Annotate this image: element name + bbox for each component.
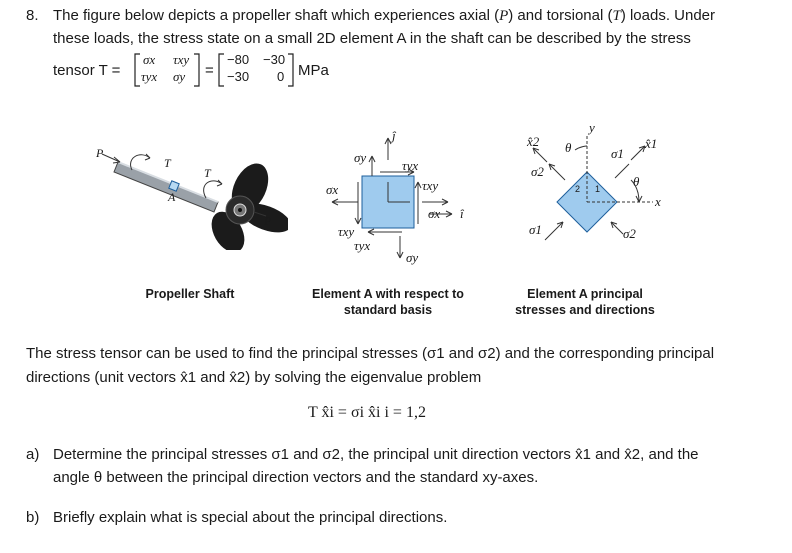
problem-intro-line1 — [53, 5, 715, 27]
intro-T: T — [612, 8, 621, 24]
body-paragraph-line1: The stress tensor can be used to find the principal stresses (σ1 and σ2) and the corresponding principal — [26, 345, 715, 362]
label-T-right: T — [204, 166, 211, 180]
label-i-hat: î — [460, 206, 464, 221]
label-tau-yx-bottom: τyx — [354, 238, 371, 253]
propeller-shaft-figure — [88, 140, 288, 250]
propeller-shaft-drawing — [88, 140, 288, 250]
intro-text-b: ) and torsional ( — [508, 7, 613, 24]
problem-number: 8. — [26, 7, 39, 24]
label-index-2: 2 — [575, 184, 581, 194]
caption-element-principal-line2: stresses and directions — [515, 303, 655, 317]
caption-element-principal — [500, 286, 670, 318]
tensor-sym-11: σx — [143, 52, 156, 67]
label-P-left: P — [96, 146, 104, 160]
label-A: A — [168, 190, 176, 204]
bracket-left-icon — [133, 53, 141, 87]
body-paragraph-line2: directions (unit vectors x̂1 and x̂2) by solving the eigenvalue problem — [26, 369, 482, 386]
label-sigma-y-top: σy — [354, 150, 367, 165]
bracket-left-icon — [217, 53, 225, 87]
tensor-num-12: −30 — [263, 52, 286, 67]
tensor-sym-12: τxy — [173, 52, 190, 67]
tensor-units: MPa — [298, 62, 329, 79]
label-tau-xy-right: τxy — [422, 178, 439, 193]
label-tau-xy-left: τxy — [338, 224, 355, 239]
caption-element-standard-line2: standard basis — [343, 303, 433, 317]
label-index-1: 1 — [595, 184, 601, 194]
caption-element-standard — [297, 286, 479, 318]
label-T-left: T — [164, 156, 171, 170]
label-P-right: P — [264, 214, 272, 228]
tensor-sym-21: τyx — [141, 69, 158, 84]
intro-text-c: ) loads. Under — [620, 7, 716, 24]
part-a-line1: Determine the principal stresses σ1 and σ2, the principal unit direction vectors x̂1 and x̂2, and the — [53, 446, 699, 463]
tensor-num-22: 0 — [277, 69, 285, 84]
tensor-num-21: −30 — [227, 69, 250, 84]
label-sigma1-top: σ1 — [611, 146, 624, 161]
label-sigma1-bottom: σ1 — [529, 222, 542, 237]
label-sigma-x-left: σx — [326, 182, 339, 197]
equals-sign: = — [205, 62, 214, 79]
label-theta-right: θ — [633, 174, 640, 189]
label-sigma2-bottom: σ2 — [623, 226, 636, 241]
tensor-num-11: −80 — [227, 52, 250, 67]
tensor-equation — [133, 50, 323, 90]
label-theta-top: θ — [565, 140, 572, 155]
label-sigma2-top: σ2 — [531, 164, 544, 179]
problem-intro-line2: these loads, the stress state on a small 2D element A in the shaft can be described by the stress — [53, 30, 691, 47]
label-j-hat: ĵ — [392, 128, 396, 143]
element-standard-figure — [310, 120, 480, 270]
tensor-sym-22: σy — [173, 69, 186, 84]
intro-text-a: The figure below depicts a propeller shaft which experiences axial ( — [53, 7, 500, 24]
part-a-line2: angle θ between the principal direction vectors and the standard xy-axes. — [53, 469, 539, 486]
caption-element-standard-line1: Element A with respect to — [312, 287, 464, 301]
eigenvalue-equation: T x̂i = σi x̂i i = 1,2 — [308, 404, 426, 421]
caption-element-principal-line1: Element A principal — [527, 287, 643, 301]
element-principal-figure — [505, 118, 675, 273]
label-x1-hat: x̂1 — [645, 136, 658, 151]
part-b-line1: Briefly explain what is special about the principal directions. — [53, 509, 448, 526]
label-y-axis: y — [589, 120, 595, 135]
bracket-right-icon — [193, 53, 201, 87]
bracket-right-icon — [287, 53, 295, 87]
label-sigma-x-right: σx — [428, 206, 441, 221]
label-tau-yx-top: τyx — [402, 158, 419, 173]
part-b-label: b) — [26, 509, 40, 526]
label-x-axis: x — [655, 194, 661, 209]
intro-P: P — [499, 8, 509, 24]
part-a-label: a) — [26, 446, 40, 463]
tensor-label: tensor T = — [53, 62, 121, 79]
label-x2-hat: x̂2 — [527, 134, 540, 149]
caption-propeller-shaft: Propeller Shaft — [145, 287, 235, 301]
label-sigma-y-bottom: σy — [406, 250, 419, 265]
